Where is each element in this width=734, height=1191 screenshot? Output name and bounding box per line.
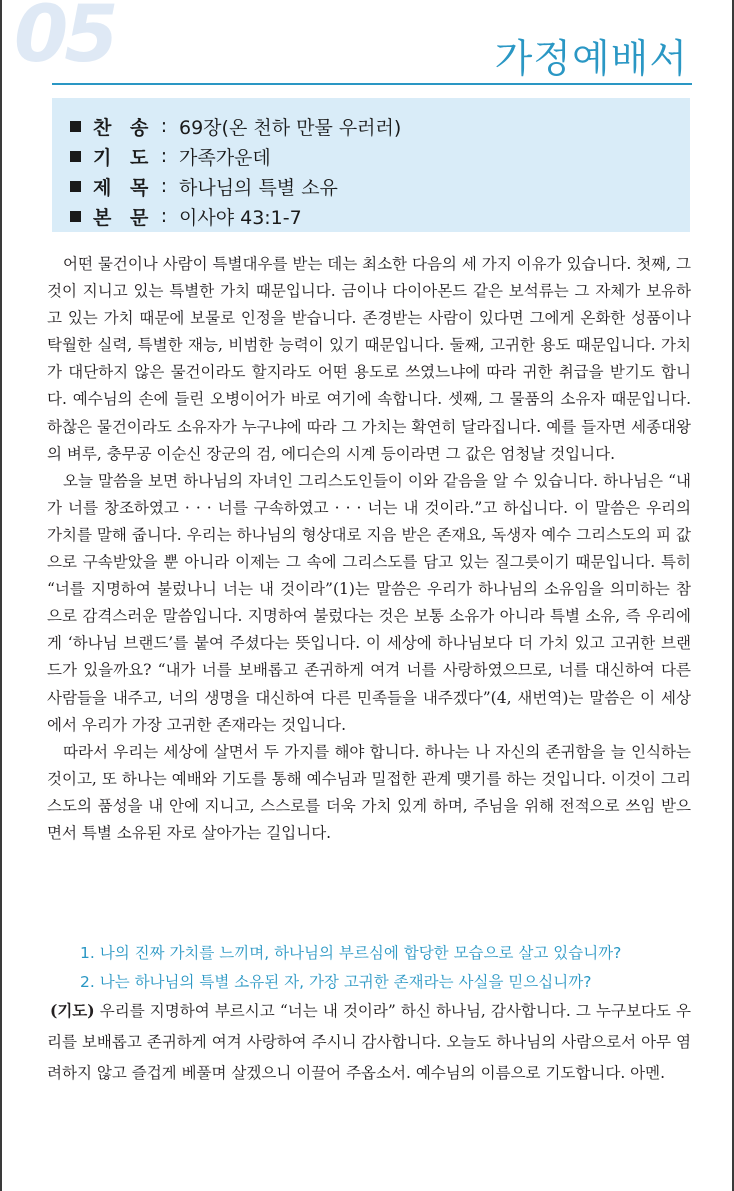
info-colon: : <box>160 175 168 197</box>
info-label: 제 목 <box>93 176 155 199</box>
service-info-box <box>52 98 690 232</box>
square-bullet-icon <box>70 121 81 132</box>
prayer-text: 우리를 지명하여 부르시고 “너는 내 것이라” 하신 하나님, 감사합니다. 그 누구보다도 우리를 보배롭고 존귀하게 여겨 사랑하여 주시니 감사합니다. 오늘도 하나님의 사람으로서 아무 염려하지 않고 즐겁게 베풀며 살겠으니 이끌어 주옵소서. 예수님의 이름으로 기도합니다. 아멘. <box>47 1002 691 1082</box>
sermon-paragraph: 따라서 우리는 세상에 살면서 두 가지를 해야 합니다. 하나는 나 자신의 존귀함을 늘 인식하는 것이고, 또 하나는 예배와 기도를 통해 예수님과 밀접한 관계 맺기를 하는 것입니다. 이것이 그리스도의 품성을 내 안에 지니고, 스스로를 더욱 가치 있게 하며, 주님을 위해 전적으로 쓰임 받으면서 특별 소유된 자로 살아가는 길입니다. <box>47 742 691 842</box>
page-number: 05 <box>14 0 115 80</box>
sermon-body <box>47 251 691 847</box>
info-colon: : <box>160 205 168 227</box>
question-item: 1. 나의 진짜 가치를 느끼며, 하나님의 부르심에 합당한 모습으로 살고 있습니까? <box>80 944 622 962</box>
sermon-paragraph: 어떤 물건이나 사람이 특별대우를 받는 데는 최소한 다음의 세 가지 이유가 있습니다. 첫째, 그것이 지니고 있는 특별한 가치 때문입니다. 금이나 다이아몬드 같은 보석류는 그 자체가 보유하고 있는 가치 때문에 보물로 인정을 받습니다. 존경받는 사람이 있다면 그에게 온화한 성품이나 탁월한 실력, 특별한 재능, 비범한 능력이 있기 때문입니다. 둘째, 고귀한 용도 때문입니다. 가치가 대단하지 않은 물건이라도 할지라도 어떤 용도로 쓰였느냐에 따라 귀한 취급을 받기도 합니다. 예수님의 손에 들린 오병이어가 바로 여기에 속합니다. 셋째, 그 물품의 소유자 때문입니다. 하찮은 물건이라도 소유자가 누구냐에 따라 그 가치는 확연히 달라집니다. 예를 들자면 세종대왕의 벼루, 충무공 이순신 장군의 검, 에디슨의 시계 등이라면 그 값은 엄청날 것입니다. <box>47 255 691 463</box>
info-row-subject <box>70 171 690 201</box>
info-row-hymn <box>70 111 690 141</box>
info-label: 찬 송 <box>93 116 155 139</box>
square-bullet-icon <box>70 211 81 222</box>
info-label: 기 도 <box>93 146 155 169</box>
info-row-prayer <box>70 141 690 171</box>
info-colon: : <box>160 145 168 167</box>
reflection-questions <box>80 939 690 997</box>
closing-prayer <box>47 995 691 1089</box>
info-value: 하나님의 특별 소유 <box>179 176 338 199</box>
square-bullet-icon <box>70 151 81 162</box>
question-item: 2. 나는 하나님의 특별 소유된 자, 가장 고귀한 존재라는 사실을 믿으십니까? <box>80 973 592 991</box>
info-label: 본 문 <box>93 206 155 229</box>
square-bullet-icon <box>70 181 81 192</box>
info-value: 가족가운데 <box>179 146 271 169</box>
info-row-scripture <box>70 201 690 231</box>
prayer-label: (기도) <box>50 1001 95 1020</box>
info-colon: : <box>160 115 168 137</box>
info-value: 69장(온 천하 만물 우러러) <box>179 116 402 139</box>
page-title: 가정예배서 <box>494 37 688 82</box>
header-divider <box>52 83 692 85</box>
sermon-paragraph: 오늘 말씀을 보면 하나님의 자녀인 그리스도인들이 이와 같음을 알 수 있습니다. 하나님은 “내가 너를 창조하였고 · · · 너를 구속하였고 · · · 너는 내 것이라.”고 하십니다. 이 말씀은 우리의 가치를 말해 줍니다. 우리는 하나님의 형상대로 지음 받은 존재요, 독생자 예수 그리스도의 피 값으로 구속받았을 뿐 아니라 이제는 그 속에 그리스도를 담고 있는 질그릇이기 때문입니다. 특히 “너를 지명하여 불렀나니 너는 내 것이라”(1)는 말씀은 우리가 하나님의 소유임을 의미하는 참으로 감격스러운 말씀입니다. 지명하여 불렀다는 것은 보통 소유가 아니라 특별 소유, 즉 우리에게 ‘하나님 브랜드’를 붙여 주셨다는 뜻입니다. 이 세상에 하나님보다 더 가치 있고 고귀한 브랜드가 있을까요? “내가 너를 보배롭고 존귀하게 여겨 너를 사랑하였으므로, 너를 대신하여 다른 사람들을 내주고, 너의 생명을 대신하여 다른 민족들을 내주겠다”(4, 새번역)는 말씀은 이 세상에서 우리가 가장 고귀한 존재라는 것입니다. <box>47 471 691 734</box>
info-value: 이사야 43:1-7 <box>179 206 302 229</box>
